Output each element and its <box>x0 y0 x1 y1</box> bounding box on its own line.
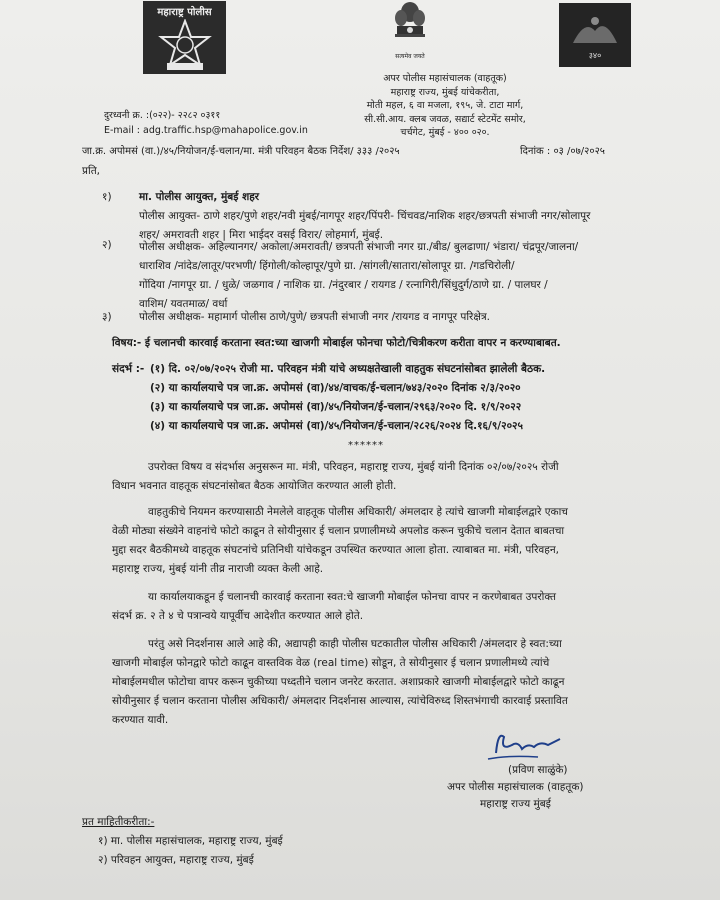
reference-item: (४) या कार्यालयाचे पत्र जा.क्र. अपोमसं (वा)/४५/नियोजन/ई-चलान/२८२६/२०२४ दि.१६/९/२०२५ <box>150 420 523 432</box>
letter-date: दिनांक : ०३ /०७/२०२५ <box>520 146 605 157</box>
phone-number: दुरध्वनी क्र. :(०२२)- २२८२ ०३११ <box>104 110 221 121</box>
national-emblem <box>390 0 430 60</box>
address-line: मोती महल, ६ वा मजला, १९५, जे. टाटा मार्ग, <box>366 100 524 111</box>
body-text: विधान भवनात वाहतूक संघटनांसोबत बैठक आयोजित करण्यात आली होती. <box>112 480 397 492</box>
recipient-number: २) <box>102 239 112 251</box>
body-text: या कार्यालयाकडून ई चलानची कारवाई करताना स्वत:चे खाजगी मोबाईल फोनचा वापर न करणेबाबत उपरोक्त <box>148 591 556 603</box>
recipient-number: ३) <box>102 311 112 323</box>
separator: ****** <box>348 440 384 451</box>
email-address[interactable]: E-mail : adg.traffic.hsp@mahapolice.gov.in <box>104 125 308 136</box>
reference-item: (२) या कार्यालयाचे पत्र जा.क्र. अपोमसं (वा)/४४/वाचक/ई-चलान/७४३/२०२० दिनांक २/३/२०२० <box>150 382 521 394</box>
body-text: महाराष्ट्र राज्य, मुंबई यांनी तीव्र नाराजी व्यक्त केली आहे. <box>112 563 324 575</box>
copy-heading: प्रत माहितीकरीता:- <box>82 816 155 828</box>
body-text: करण्यात यावी. <box>112 714 169 726</box>
police-logo-text: महाराष्ट्र पोलीस <box>157 7 212 18</box>
reference-number: जा.क्र. अपोमसं (वा.)/४५/नियोजन/ई-चलान/मा. मंत्री परिवहन बैठक निर्देश/ ३३३ /२०२५ <box>82 146 400 157</box>
copy-item: १) मा. पोलीस महासंचालक, महाराष्ट्र राज्य, मुंबई <box>98 835 283 847</box>
signatory-designation: अपर पोलीस महासंचालक (वाहतूक) <box>447 781 584 793</box>
heritage-figure-icon <box>565 9 625 49</box>
recipient-number: १) <box>102 191 112 203</box>
signatory-location: महाराष्ट्र राज्य मुंबई <box>480 798 551 810</box>
handwritten-signature <box>478 723 578 765</box>
address-line: अपर पोलीस महासंचालक (वाहतूक) <box>383 73 507 84</box>
signatory-name: (प्रविण साळुंके) <box>508 764 568 776</box>
recipient-line: पोलीस अधीक्षक- अहिल्यानगर/ अकोला/अमरावती/ छत्रपती संभाजी नगर ग्रा./बीड/ बुलढाणा/ भंडारा/ चंद्रपूर/जालना/ <box>139 241 579 253</box>
ashoka-emblem-icon <box>390 0 430 52</box>
contact-block <box>104 108 308 138</box>
copy-item: २) परिवहन आयुक्त, महाराष्ट्र राज्य, मुंबई <box>98 854 254 866</box>
address-line: महाराष्ट्र राज्य, मुंबई यांचेकरीता, <box>390 86 500 98</box>
recipient-line: पोलीस आयुक्त- ठाणे शहर/पुणे शहर/नवी मुंबई/नागपूर शहर/पिंपरी- चिंचवड/नाशिक शहर/छत्रपती संभाजी नगर/सोलापूर <box>139 210 591 222</box>
body-text: सोयीनुसार ई चलान करताना पोलीस अधिकारी/ अंमलदार निदर्शनास आल्यास, त्यांचेविरुध्द शिस्तभंगाची कारवाई प्रस्तावित <box>112 695 568 707</box>
office-address <box>320 72 570 140</box>
recipient-line: शहर/ अमरावती शहर | मिरा भाईदर वसई विरार/ लोहमार्ग, मुंबई. <box>139 229 384 241</box>
maharashtra-police-logo <box>143 1 226 74</box>
subject-line: विषय:- ई चलानची कारवाई करताना स्वत:च्या खाजगी मोबाईल फोनचा फोटो/चित्रीकरण करीता वापर न करण्याबाबत. <box>112 337 561 349</box>
recipient-line: धाराशिव /नांदेड/लातूर/परभणी/ हिंगोली/कोल्हापूर/पुणे ग्रा. /सांगली/सातारा/सोलापूर ग्रा. /गडचिरोली/ <box>139 260 515 272</box>
addressee-label: प्रति, <box>82 165 101 177</box>
reference-item: (१) दि. ०२/०७/२०२५ रोजी मा. परिवहन मंत्री यांचे अध्यक्षतेखाली वाहतुक संघटनांसोबत झालेली बैठक. <box>150 363 546 375</box>
body-text: मुद्दा सदर बैठकीमध्ये वाहतूक संघटनांचे प्रतिनिधी यांचेकडून उपस्थित करण्यात आला होता. त्याबाबत मा. मंत्री, परिवहन, <box>112 544 559 556</box>
reference-item: (३) या कार्यालयाचे पत्र जा.क्र. अपोमसं (वा)/४५/नियोजन/ई-चलान/२९६३/२०२० दि. १/९/२०२२ <box>150 401 522 413</box>
recipient-line: मा. पोलीस आयुक्त, मुंबई शहर <box>139 191 260 203</box>
anniversary-logo <box>559 3 631 67</box>
body-text: उपरोक्त विषय व संदर्भास अनुसरून मा. मंत्री, परिवहन, महाराष्ट्र राज्य, मुंबई यांनी दिनांक ०२/०७/२०२५ रोजी <box>148 461 559 473</box>
address-line: चर्चगेट, मुंबई - ४०० ०२०. <box>400 127 490 138</box>
body-text: खाजगी मोबाईल फोनद्वारे फोटो काढून वास्तविक वेळ (real time) सोडून, ते सोयीनुसार ई चलान प्रणालीमध्ये त्यांचे <box>112 657 550 669</box>
body-text: मोबाईलमधील फोटोचा वापर करून चुकीच्या पध्दतीने चलान जनरेट करतात. अशाप्रकारे खाजगी मोबाईलद्वारे फोटो काढून <box>112 676 565 688</box>
body-text: वेळी मोठ्या संख्येने वाहनांचे फोटो काढून ते सोयीनुसार ई चलान प्रणालीमध्ये अपलोड करून चुकीचे चलान देतात बाबतचा <box>112 525 565 537</box>
recipient-line: पोलीस अधीक्षक- महामार्ग पोलीस ठाणे/पुणे/ छत्रपती संभाजी नगर /रायगड व नागपूर परिक्षेत्र. <box>139 311 490 323</box>
body-text: संदर्भ क्र. २ ते ४ चे पत्रान्वये यापूर्वीच आदेशीत करण्यात आले होते. <box>112 610 364 622</box>
references-label: संदर्भ :- <box>112 363 145 375</box>
address-line: सी.सी.आय. क्लब जवळ, सद्यार्ट स्टेटमेंट समोर, <box>364 113 526 125</box>
body-text: परंतु असे निदर्शनास आले आहे की, अद्यापही काही पोलीस घटकातील पोलीस अधिकारी /अंमलदार हे स्वत:च्या <box>148 638 562 650</box>
recipient-line: गोंदिया /नागपूर ग्रा. / धुळे/ जळगाव / नाशिक ग्रा. /नंदुरबार / रायगड / रत्नागिरी/सिंधुदुर्ग/ठाणे ग्रा. / पालघर / <box>139 279 548 291</box>
recipient-line: वाशिम/ यवतमाळ/ वर्धा <box>139 298 228 310</box>
anniversary-logo-text: ३४० <box>588 51 602 60</box>
emblem-caption: सत्यमेव जयते <box>395 53 425 60</box>
police-star-icon <box>157 19 213 71</box>
body-text: वाहतुकीचे नियमन करण्यासाठी नेमलेले वाहतूक पोलीस अधिकारी/ अंमलदार हे त्यांचे खाजगी मोबाईलद्वारे एकाच <box>148 506 568 518</box>
